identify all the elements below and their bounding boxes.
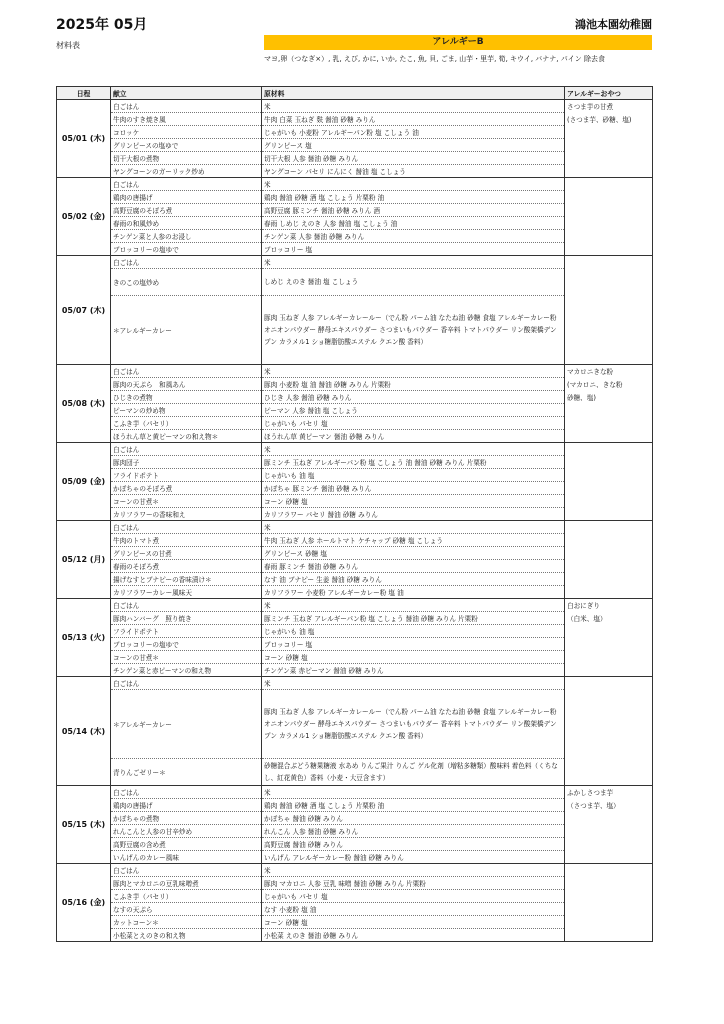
menu-date: 05/14 (木) [57, 677, 111, 786]
allergy-snack [565, 139, 653, 152]
menu-dish: 白ごはん [111, 677, 262, 690]
menu-dish: グリンピースの甘煮 [111, 547, 262, 560]
menu-ingredients: ヤングコーン パセリ にんにく 醤油 塩 こしょう [262, 165, 565, 178]
table-row [57, 256, 653, 269]
table-row [57, 482, 653, 495]
menu-ingredients: カリフラワー 小麦粉 アレルギーカレー粉 塩 油 [262, 586, 565, 599]
menu-dish: 白ごはん [111, 443, 262, 456]
menu-dish: 白ごはん [111, 521, 262, 534]
table-row [57, 664, 653, 677]
menu-dish: こふき芋（パセリ） [111, 417, 262, 430]
allergy-snack: （白米、塩） [565, 612, 653, 625]
allergy-snack: 砂糖、塩) [565, 391, 653, 404]
allergy-snack: (さつま芋、砂糖、塩) [565, 113, 653, 126]
allergy-snack [565, 152, 653, 165]
menu-ingredients: 豚肉 玉ねぎ 人参 アレルギーカレールー（でん粉 パーム油 なたね油 砂糖 食塩 アレルギーカレー粉 オニオンパウダー 酵母エキスパウダー さつまいもパウダー 香辛料 トマトパウダー リン酸架橋デンプン カラメル1 ショ糖脂肪酸エステル クエン酸 香料） [262, 296, 565, 365]
menu-ingredients: コーン 砂糖 塩 [262, 495, 565, 508]
menu-dish: ピーマンの炒め物 [111, 404, 262, 417]
menu-dish: 牛肉のトマト煮 [111, 534, 262, 547]
table-row [57, 651, 653, 664]
column-header-allergy-snack: アレルギーおやつ [565, 87, 653, 100]
menu-dish: 小松菜とえのきの和え物 [111, 929, 262, 942]
allergy-snack [565, 573, 653, 586]
menu-dish: 白ごはん [111, 786, 262, 799]
table-row [57, 612, 653, 625]
table-row [57, 508, 653, 521]
menu-dish: 豚肉団子 [111, 456, 262, 469]
table-row [57, 113, 653, 126]
allergy-snack: ふかしさつま芋 [565, 786, 653, 799]
allergy-snack [565, 165, 653, 178]
allergy-snack [565, 690, 653, 759]
allergy-snack [565, 759, 653, 786]
table-row [57, 534, 653, 547]
table-row [57, 165, 653, 178]
allergy-snack [565, 204, 653, 217]
menu-ingredients: 豚ミンチ 玉ねぎ アレルギーパン粉 塩 こしょう 油 醤油 砂糖 みりん 片栗粉 [262, 456, 565, 469]
allergy-snack: 白おにぎり [565, 599, 653, 612]
menu-date: 05/13 (火) [57, 599, 111, 677]
menu-ingredients: ピーマン 人参 醤油 塩 こしょう [262, 404, 565, 417]
menu-ingredients: じゃがいも 油 塩 [262, 625, 565, 638]
allergy-snack [565, 178, 653, 191]
menu-dish: きのこの塩炒め [111, 269, 262, 296]
menu-dish: かぼちゃのそぼろ煮 [111, 482, 262, 495]
menu-dish: 白ごはん [111, 100, 262, 113]
allergy-snack [565, 838, 653, 851]
menu-ingredients: 高野豆腐 豚ミンチ 醤油 砂糖 みりん 酒 [262, 204, 565, 217]
allergy-snack [565, 456, 653, 469]
table-row [57, 851, 653, 864]
menu-ingredients: 米 [262, 677, 565, 690]
allergy-snack [565, 638, 653, 651]
menu-ingredients: 砂糖混合ぶどう糖果糖液 水あめ りんご果汁 りんご ゲル化剤（増粘多糖類）酸味料 着色料（くちなし、紅花黄色）香料（小麦・大豆含ます） [262, 759, 565, 786]
menu-ingredients: ブロッコリー 塩 [262, 243, 565, 256]
menu-dish: 白ごはん [111, 365, 262, 378]
menu-ingredients: 米 [262, 256, 565, 269]
allergy-snack: マカロニきな粉 [565, 365, 653, 378]
menu-dish: グリンピースの塩ゆで [111, 139, 262, 152]
menu-date: 05/01 (木) [57, 100, 111, 178]
allergy-snack [565, 404, 653, 417]
table-row [57, 469, 653, 482]
table-row [57, 243, 653, 256]
table-row [57, 404, 653, 417]
table-row [57, 126, 653, 139]
menu-ingredients: コーン 砂糖 塩 [262, 651, 565, 664]
table-header-row [57, 87, 653, 100]
menu-dish: 白ごはん [111, 599, 262, 612]
menu-dish: カットコーン＊ [111, 916, 262, 929]
table-row [57, 838, 653, 851]
column-header-date: 日程 [57, 87, 111, 100]
table-row [57, 547, 653, 560]
allergy-snack [565, 929, 653, 942]
table-row [57, 877, 653, 890]
table-row [57, 495, 653, 508]
allergy-snack [565, 521, 653, 534]
table-row [57, 204, 653, 217]
table-row [57, 599, 653, 612]
menu-ingredients: 牛肉 玉ねぎ 人参 ホールトマト ケチャップ 砂糖 塩 こしょう [262, 534, 565, 547]
menu-ingredients: 小松菜 えのき 醤油 砂糖 みりん [262, 929, 565, 942]
menu-ingredients: しめじ えのき 醤油 塩 こしょう [262, 269, 565, 296]
table-row [57, 638, 653, 651]
table-row [57, 191, 653, 204]
menu-ingredients: いんげん アレルギーカレー粉 醤油 砂糖 みりん [262, 851, 565, 864]
menu-ingredients: 牛肉 白菜 玉ねぎ 麩 醤油 砂糖 みりん [262, 113, 565, 126]
allergy-snack [565, 586, 653, 599]
menu-date: 05/09 (金) [57, 443, 111, 521]
menu-ingredients: 豚肉 玉ねぎ 人参 アレルギーカレールー（でん粉 パーム油 なたね油 砂糖 食塩 アレルギーカレー粉 オニオンパウダー 酵母エキスパウダー さつまいもパウダー 香辛料 トマトパウダー リン酸架橋デンプン カラメル1 ショ糖脂肪酸エステル クエン酸 香料） [262, 690, 565, 759]
allergy-snack [565, 903, 653, 916]
menu-ingredients: 米 [262, 864, 565, 877]
menu-ingredients: 米 [262, 786, 565, 799]
table-row [57, 365, 653, 378]
column-header-ingredients: 原材料 [262, 87, 565, 100]
table-row [57, 430, 653, 443]
allergy-snack [565, 916, 653, 929]
table-row [57, 443, 653, 456]
menu-dish: いんげんのカレー風味 [111, 851, 262, 864]
menu-date: 05/12 (月) [57, 521, 111, 599]
page-title: 2025年 05月 [56, 17, 148, 33]
table-row [57, 296, 653, 365]
menu-dish: チンゲン菜と赤ピーマンの和え物 [111, 664, 262, 677]
allergy-group-label: アレルギーB [264, 35, 652, 50]
menu-ingredients: 米 [262, 365, 565, 378]
allergy-snack: (マカロニ、きな粉 [565, 378, 653, 391]
table-row [57, 230, 653, 243]
menu-ingredients: コーン 砂糖 塩 [262, 916, 565, 929]
menu-date: 05/08 (木) [57, 365, 111, 443]
allergy-snack [565, 191, 653, 204]
menu-dish: ヤングコーンのガーリック炒め [111, 165, 262, 178]
menu-dish: 白ごはん [111, 864, 262, 877]
menu-date: 05/07 (木) [57, 256, 111, 365]
menu-date: 05/16 (金) [57, 864, 111, 942]
allergy-snack [565, 534, 653, 547]
table-row [57, 139, 653, 152]
table-row [57, 417, 653, 430]
document-subtitle: 材料表 [56, 41, 80, 50]
table-row [57, 152, 653, 165]
menu-dish: ＊アレルギーカレー [111, 296, 262, 365]
menu-dish: フライドポテト [111, 625, 262, 638]
menu-ingredients: 米 [262, 521, 565, 534]
table-row [57, 825, 653, 838]
allergy-snack [565, 495, 653, 508]
table-row [57, 391, 653, 404]
allergy-snack [565, 230, 653, 243]
allergy-snack [565, 851, 653, 864]
menu-dish: チンゲン菜と人参のお浸し [111, 230, 262, 243]
menu-ingredients: 鶏肉 醤油 砂糖 酒 塩 こしょう 片栗粉 油 [262, 799, 565, 812]
menu-dish: 牛肉のすき焼き風 [111, 113, 262, 126]
allergy-excluded-items: マヨ,卵（つなぎ×）, 乳, えび, かに, いか, たこ, 魚, 貝, ごま, 山芋・里芋, 筍, キウイ, バナナ, パイン 除去食 [264, 55, 605, 63]
menu-dish: ＊アレルギーカレー [111, 690, 262, 759]
menu-table-body [57, 100, 653, 942]
allergy-snack: さつま芋の甘煮 [565, 100, 653, 113]
menu-dish: 春雨のそぼろ煮 [111, 560, 262, 573]
allergy-snack [565, 243, 653, 256]
menu-ingredients: グリンピース 砂糖 塩 [262, 547, 565, 560]
allergy-snack [565, 469, 653, 482]
table-row [57, 677, 653, 690]
menu-ingredients: じゃがいも パセリ 塩 [262, 417, 565, 430]
table-row [57, 864, 653, 877]
school-name: 鴻池本園幼稚園 [575, 18, 652, 31]
allergy-snack [565, 560, 653, 573]
menu-ingredients: れんこん 人参 醤油 砂糖 みりん [262, 825, 565, 838]
menu-ingredients: チンゲン菜 赤ピーマン 醤油 砂糖 みりん [262, 664, 565, 677]
allergy-snack [565, 482, 653, 495]
table-row [57, 456, 653, 469]
allergy-snack [565, 547, 653, 560]
menu-dish: れんこんと人参の甘辛炒め [111, 825, 262, 838]
menu-ingredients: チンゲン菜 人参 醤油 砂糖 みりん [262, 230, 565, 243]
menu-dish: コロッケ [111, 126, 262, 139]
menu-dish: なすの天ぷら [111, 903, 262, 916]
allergy-snack [565, 651, 653, 664]
menu-dish: 鶏肉の唐揚げ [111, 191, 262, 204]
menu-ingredients: 切干大根 人参 醤油 砂糖 みりん [262, 152, 565, 165]
table-row [57, 573, 653, 586]
menu-dish: 豚肉ハンバーグ 照り焼き [111, 612, 262, 625]
menu-dish: カリフラワーカレー風味天 [111, 586, 262, 599]
menu-dish: ブロッコリーの塩ゆで [111, 638, 262, 651]
table-row [57, 799, 653, 812]
allergy-snack [565, 864, 653, 877]
allergy-snack [565, 269, 653, 296]
allergy-snack: （さつま芋、塩） [565, 799, 653, 812]
menu-ingredients: 豚肉 マカロニ 人参 豆乳 味噌 醤油 砂糖 みりん 片栗粉 [262, 877, 565, 890]
allergy-snack [565, 677, 653, 690]
menu-date: 05/15 (木) [57, 786, 111, 864]
table-row [57, 890, 653, 903]
table-row [57, 217, 653, 230]
menu-ingredients: グリンピース 塩 [262, 139, 565, 152]
menu-dish: 鶏肉の唐揚げ [111, 799, 262, 812]
table-row [57, 625, 653, 638]
menu-dish: 青りんごゼリー＊ [111, 759, 262, 786]
allergy-snack [565, 430, 653, 443]
menu-ingredients: なす 油 ブナピー 生姜 醤油 砂糖 みりん [262, 573, 565, 586]
menu-ingredients: 米 [262, 443, 565, 456]
table-row [57, 521, 653, 534]
menu-ingredients: ほうれん草 黄ピーマン 醤油 砂糖 みりん [262, 430, 565, 443]
menu-dish: 高野豆腐の含め煮 [111, 838, 262, 851]
menu-ingredients: 春雨 豚ミンチ 醤油 砂糖 みりん [262, 560, 565, 573]
menu-dish: コーンの甘煮＊ [111, 651, 262, 664]
table-row [57, 690, 653, 759]
menu-dish: カリフラワーの香味和え [111, 508, 262, 521]
table-row [57, 903, 653, 916]
column-header-dish: 献立 [111, 87, 262, 100]
menu-date: 05/02 (金) [57, 178, 111, 256]
allergy-snack [565, 508, 653, 521]
menu-ingredients: じゃがいも 油 塩 [262, 469, 565, 482]
allergy-snack [565, 296, 653, 365]
allergy-snack [565, 664, 653, 677]
menu-dish: 春雨の和風炒め [111, 217, 262, 230]
menu-dish: こふき芋（パセリ） [111, 890, 262, 903]
menu-dish: かぼちゃの煮物 [111, 812, 262, 825]
menu-ingredients: かぼちゃ 醤油 砂糖 みりん [262, 812, 565, 825]
menu-dish: 白ごはん [111, 256, 262, 269]
table-row [57, 586, 653, 599]
menu-ingredients: 米 [262, 178, 565, 191]
menu-ingredient-table [56, 86, 653, 942]
menu-dish: 高野豆腐のそぼろ煮 [111, 204, 262, 217]
menu-dish: 豚肉とマカロニの豆乳味噌煮 [111, 877, 262, 890]
menu-ingredients: 鶏肉 醤油 砂糖 酒 塩 こしょう 片栗粉 油 [262, 191, 565, 204]
menu-ingredients: 米 [262, 599, 565, 612]
menu-dish: コーンの甘煮＊ [111, 495, 262, 508]
menu-ingredients: 豚肉 小麦粉 塩 油 醤油 砂糖 みりん 片栗粉 [262, 378, 565, 391]
table-row [57, 759, 653, 786]
menu-ingredients: 高野豆腐 醤油 砂糖 みりん [262, 838, 565, 851]
menu-ingredients: 米 [262, 100, 565, 113]
menu-ingredients: じゃがいも パセリ 塩 [262, 890, 565, 903]
allergy-snack [565, 877, 653, 890]
menu-dish: フライドポテト [111, 469, 262, 482]
table-row [57, 178, 653, 191]
menu-dish: 豚肉の天ぷら 和風あん [111, 378, 262, 391]
menu-dish: ひじきの煮物 [111, 391, 262, 404]
allergy-snack [565, 126, 653, 139]
allergy-snack [565, 812, 653, 825]
menu-ingredients: なす 小麦粉 塩 油 [262, 903, 565, 916]
allergy-snack [565, 825, 653, 838]
allergy-snack [565, 890, 653, 903]
menu-dish: 切干大根の煮物 [111, 152, 262, 165]
table-row [57, 378, 653, 391]
menu-dish: 揚げなすとブナピーの香味漬け＊ [111, 573, 262, 586]
table-row [57, 916, 653, 929]
table-row [57, 929, 653, 942]
menu-ingredients: 豚ミンチ 玉ねぎ アレルギーパン粉 塩 こしょう 醤油 砂糖 みりん 片栗粉 [262, 612, 565, 625]
table-row [57, 560, 653, 573]
allergy-snack [565, 256, 653, 269]
table-row [57, 812, 653, 825]
allergy-snack [565, 625, 653, 638]
menu-dish: ブロッコリーの塩ゆで [111, 243, 262, 256]
menu-ingredients: かぼちゃ 豚ミンチ 醤油 砂糖 みりん [262, 482, 565, 495]
menu-ingredients: カリフラワー パセリ 醤油 砂糖 みりん [262, 508, 565, 521]
menu-ingredients: ブロッコリー 塩 [262, 638, 565, 651]
menu-dish: 白ごはん [111, 178, 262, 191]
menu-dish: ほうれん草と黄ピーマンの和え物＊ [111, 430, 262, 443]
table-row [57, 786, 653, 799]
allergy-snack [565, 217, 653, 230]
table-row [57, 100, 653, 113]
allergy-snack [565, 417, 653, 430]
menu-ingredients: 春雨 しめじ えのき 人参 醤油 塩 こしょう 油 [262, 217, 565, 230]
table-row [57, 269, 653, 296]
menu-ingredients: ひじき 人参 醤油 砂糖 みりん [262, 391, 565, 404]
allergy-snack [565, 443, 653, 456]
menu-ingredients: じゃがいも 小麦粉 アレルギーパン粉 塩 こしょう 油 [262, 126, 565, 139]
